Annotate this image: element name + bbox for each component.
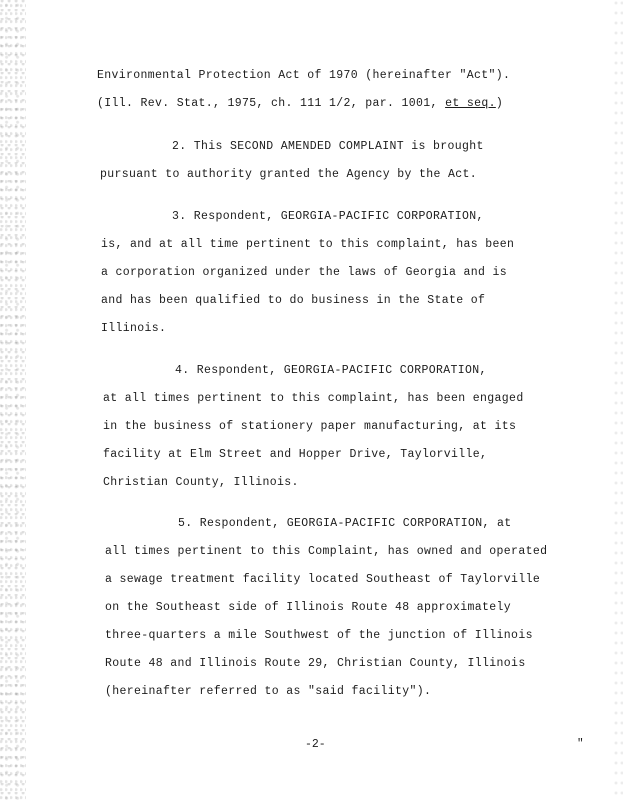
page-number: -2- — [305, 738, 326, 751]
para3-line-1: 3. Respondent, GEORGIA-PACIFIC CORPORATION, — [172, 210, 484, 223]
para3-line-2: is, and at all time pertinent to this complaint, has been — [101, 238, 515, 251]
para5-line-6: Route 48 and Illinois Route 29, Christian County, Illinois — [105, 657, 526, 670]
para2-line-1: 2. This SECOND AMENDED COMPLAINT is brought — [172, 140, 484, 153]
et-seq-text: et seq. — [445, 97, 496, 110]
para5-line-1: 5. Respondent, GEORGIA-PACIFIC CORPORATION, at — [178, 517, 512, 530]
intro-line-2-close: ) — [495, 97, 504, 110]
para5-line-4: on the Southeast side of Illinois Route 48 approximately — [105, 601, 512, 614]
para5-line-5: three-quarters a mile Southwest of the junction of Illinois — [105, 629, 533, 642]
para4-line-5: Christian County, Illinois. — [103, 476, 299, 489]
corner-mark: " — [577, 738, 584, 750]
para2-line-2: pursuant to authority granted the Agency by the Act. — [100, 168, 478, 181]
para3-line-3: a corporation organized under the laws of Georgia and is — [101, 266, 508, 279]
intro-line-2 — [97, 97, 503, 111]
para4-line-4: facility at Elm Street and Hopper Drive, Taylorville, — [103, 448, 488, 461]
para5-line-7: (hereinafter referred to as "said facility"). — [105, 685, 432, 698]
intro-line-2-text: (Ill. Rev. Stat., 1975, ch. 111 1/2, par. 1001, — [97, 97, 446, 110]
para4-line-3: in the business of stationery paper manufacturing, at its — [103, 420, 517, 433]
para5-line-2: all times pertinent to this Complaint, has owned and operated — [105, 545, 548, 558]
para3-line-4: and has been qualified to do business in the State of — [101, 294, 486, 307]
para4-line-2: at all times pertinent to this complaint, has been engaged — [103, 392, 524, 405]
intro-line-1: Environmental Protection Act of 1970 (hereinafter "Act"). — [97, 69, 511, 82]
para5-line-3: a sewage treatment facility located Southeast of Taylorville — [105, 573, 541, 586]
scan-edge-noise-right — [613, 0, 623, 800]
para3-line-5: Illinois. — [101, 322, 167, 335]
para4-line-1: 4. Respondent, GEORGIA-PACIFIC CORPORATION, — [175, 364, 487, 377]
scan-edge-noise-left — [0, 0, 26, 800]
